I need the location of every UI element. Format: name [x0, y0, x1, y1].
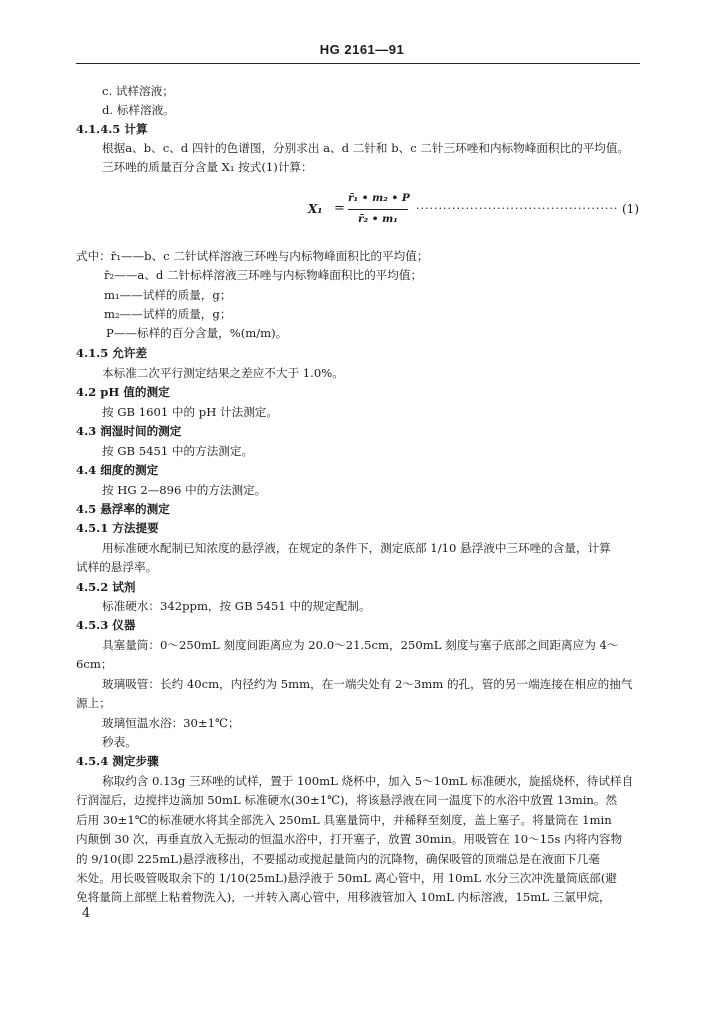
paragraph: 按 GB 5451 中的方法测定。 — [102, 444, 254, 458]
symbol-definition: m₂——试样的质量，g； — [104, 307, 232, 321]
section-heading-4-5-2: 4.5.2 试剂 — [76, 580, 136, 594]
section-heading-4-5: 4.5 悬浮率的测定 — [76, 502, 170, 516]
symbol-definition: P——标样的百分含量，%(m/m)。 — [106, 326, 288, 340]
paragraph: 源上； — [76, 696, 111, 710]
page-number: 4 — [82, 906, 91, 921]
paragraph: 玻璃恒温水浴：30±1℃； — [102, 716, 240, 730]
formula-leader-dots: ············································· — [416, 202, 619, 215]
list-item-d: d. 标样溶液。 — [102, 103, 175, 117]
paragraph: 按 HG 2—896 中的方法测定。 — [102, 483, 267, 497]
paragraph: 三环唑的质量百分含量 X₁ 按式(1)计算： — [102, 160, 313, 174]
section-heading-4-1-4-5: 4.1.4.5 计算 — [76, 122, 148, 136]
paragraph: 内颠倒 30 次，再垂直放入无振动的恒温水浴中，打开塞子，放置 30min。用吸管在 10～15s 内将内容物 — [76, 832, 623, 846]
section-heading-4-5-3: 4.5.3 仪器 — [76, 618, 136, 632]
paragraph: 具塞量筒：0～250mL 刻度间距离应为 20.0～21.5cm，250mL 刻度与塞子底部之间距离应为 4～ — [102, 638, 619, 652]
section-heading-4-4: 4.4 细度的测定 — [76, 463, 159, 477]
paragraph: 按 GB 1601 中的 pH 计法测定。 — [102, 405, 278, 419]
section-heading-4-5-4: 4.5.4 测定步骤 — [76, 754, 159, 768]
paragraph: 6cm； — [76, 657, 113, 671]
formula-1 — [308, 192, 643, 228]
section-heading-4-3: 4.3 润湿时间的测定 — [76, 424, 182, 438]
formula-numerator: r̄₁ • m₂ • P — [348, 192, 410, 204]
section-heading-4-2: 4.2 pH 值的测定 — [76, 385, 170, 399]
formula-lhs: X₁ — [308, 202, 323, 216]
paragraph: 秒表。 — [102, 735, 137, 749]
section-heading-4-1-5: 4.1.5 允许差 — [76, 346, 148, 360]
paragraph: 根据a、b、c、d 四针的色谱图，分别求出 a、d 二针和 b、c 二针三环唑和内标物峰面积比的平均值。 — [102, 141, 630, 155]
symbol-definition: m₁——试样的质量，g； — [104, 288, 232, 302]
paragraph: 行润湿后，边搅拌边滴加 50mL 标准硬水(30±1℃)，将该悬浮液在同一温度下的水浴中放置 13min。然 — [76, 793, 618, 807]
paragraph: 称取约含 0.13g 三环唑的试样，置于 100mL 烧杯中，加入 5～10mL 标准硬水，旋摇烧杯，待试样自 — [102, 774, 634, 788]
paragraph: 米处。用长吸管吸取余下的 1/10(25mL)悬浮液于 50mL 离心管中，用 10mL 水分三次冲洗量筒底部(避 — [76, 871, 617, 885]
symbol-definition: 式中：r̄₁——b、c 二针试样溶液三环唑与内标物峰面积比的平均值； — [76, 249, 429, 263]
standard-header: HG 2161—91 — [319, 42, 405, 57]
paragraph: 玻璃吸管：长约 40cm，内径约为 5mm，在一端尖处有 2～3mm 的孔，管的另一端连接在相应的抽气 — [102, 677, 633, 691]
paragraph: 试样的悬浮率。 — [76, 560, 158, 574]
list-item-c: c. 试样溶液； — [102, 84, 174, 98]
fraction-bar — [348, 209, 408, 210]
paragraph: 后用 30±1℃的标准硬水将其全部洗入 250mL 具塞量筒中，并稀释至刻度，盖上塞子。将量筒在 1min — [76, 813, 612, 827]
paragraph: 本标准二次平行测定结果之差应不大于 1.0%。 — [102, 366, 344, 380]
formula-equals: = — [334, 201, 345, 216]
symbol-definition: r̄₂——a、d 二针标样溶液三环唑与内标物峰面积比的平均值； — [104, 268, 423, 282]
paragraph: 标准硬水：342ppm，按 GB 5451 中的规定配制。 — [102, 599, 371, 613]
paragraph: 免将量筒上部壁上粘着物洗入)，一并转入离心管中，用移液管加入 10mL 内标溶液，15mL 三氯甲烷， — [76, 890, 611, 904]
paragraph: 的 9/10(即 225mL)悬浮液移出，不要摇动或搅起量筒内的沉降物，确保吸管的顶端总是在液面下几毫 — [76, 852, 600, 866]
section-heading-4-5-1: 4.5.1 方法提要 — [76, 521, 159, 535]
formula-denominator: r̄₂ • m₁ — [358, 213, 398, 225]
paragraph: 用标准硬水配制已知浓度的悬浮液，在规定的条件下，测定底部 1/10 悬浮液中三环唑的含量，计算 — [102, 541, 611, 555]
header-rule — [76, 63, 640, 64]
formula-number: (1) — [622, 202, 639, 216]
